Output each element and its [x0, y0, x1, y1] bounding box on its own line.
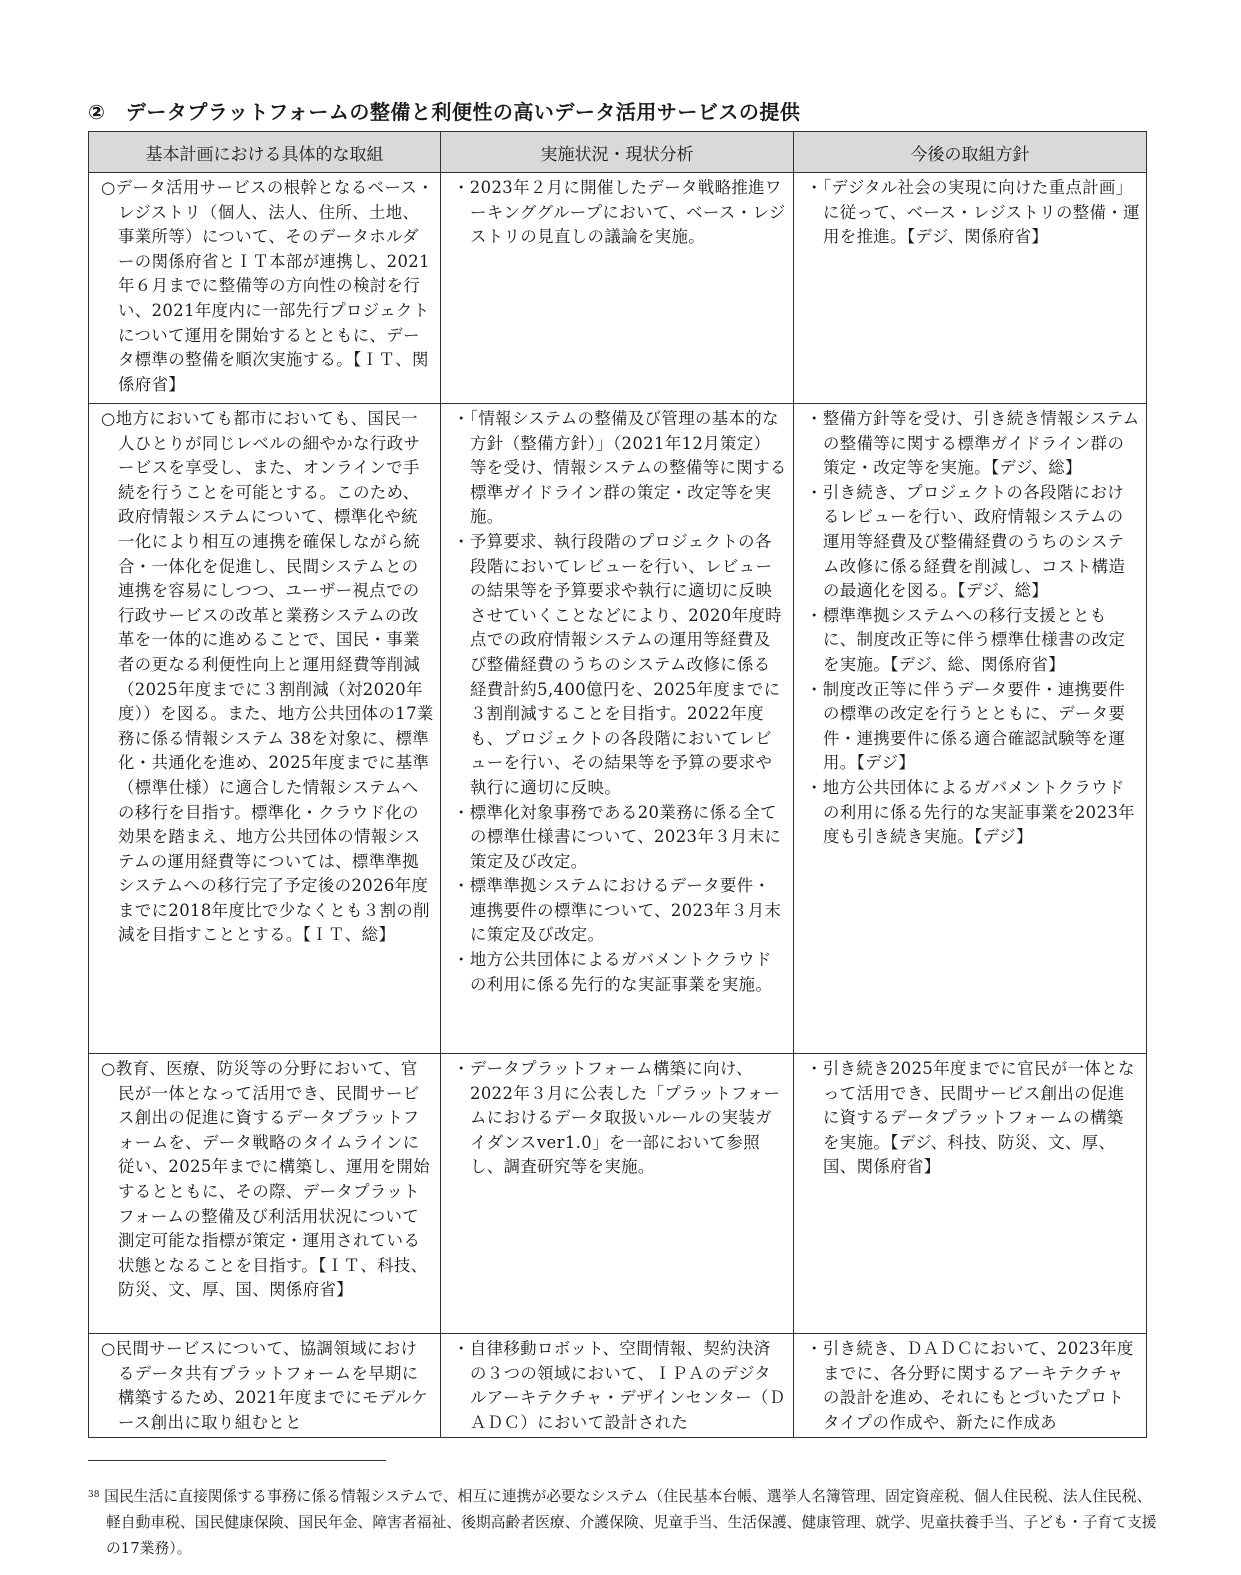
policy-item: ・引き続き2025年度までに官民が一体となって活用でき、民間サービス創出の促進に資するデータプラットフォームの構築を実施。【デジ、科技、防災、文、厚、国、関係府省】: [806, 1059, 1135, 1177]
table-row: [89, 1054, 1147, 1334]
plan-text: ○民間サービスについて、協調領域におけるデータ共有プラットフォームを早期に構築するため、2021年度までにモデルケース創出に取り組むとと: [101, 1339, 429, 1432]
status-item: ・2023年２月に開催したデータ戦略推進ワーキンググループにおいて、ベース・レジストリの見直しの議論を実施。: [453, 178, 786, 247]
footnote-text: 国民生活に直接関係する事務に係る情報システムで、相互に連携が必要なシステム（住民基本台帳、選挙人名簿管理、固定資産税、個人住民税、法人住民税、軽自動車税、国民健康保険、国民年金、障害者福祉、後期高齢者医療、介護保険、児童手当、生活保護、健康管理、就学、児童扶養手当、子ども・子育て支援の17業務）。: [104, 1488, 1157, 1557]
status-cell: [441, 173, 794, 404]
status-item: ・標準化対象事務である20業務に係る全ての標準仕様書について、2023年３月末に策定及び改定。: [453, 802, 782, 871]
policy-cell: [794, 173, 1147, 404]
policy-item: ・地方公共団体によるガバメントクラウドの利用に係る先行的な実証事業を2023年度も引き続き実施。【デジ】: [806, 777, 1135, 847]
status-item: ・「情報システムの整備及び管理の基本的な方針（整備方針）」（2021年12月策定）等を受け、情報システムの整備等に関する標準ガイドライン群の策定・改定等を実施。: [453, 409, 787, 527]
plan-cell: [89, 1054, 441, 1334]
footnote-separator: [88, 1460, 386, 1461]
plan-text: ○データ活用サービスの根幹となるベース・レジストリ（個人、法人、住所、土地、事業所等）について、そのデータホルダーの関係府省とＩＴ本部が連携し、2021年６月までに整備等の方向性の検討を行い、2021年度内に一部先行プロジェクトについて運用を開始するとともに、データ標準の整備を順次実施する。【ＩＴ、関係府省】: [101, 178, 434, 394]
table-row: [89, 404, 1147, 1054]
status-item: ・予算要求、執行段階のプロジェクトの各段階においてレビューを行い、レビューの結果等を予算要求や執行に適切に反映させていくことなどにより、2020年度時点での政府情報システムの運用等経費及び整備経費のうちのシステム改修に係る経費計約5,400億円を、2025年度までに３割削減することを目指す。2022年度も、プロジェクトの各段階においてレビューを行い、その結果等を予算の要求や執行に適切に反映。: [453, 531, 782, 797]
header-plan: 基本計画における具体的な取組: [89, 132, 441, 173]
status-item: ・地方公共団体によるガバメントクラウドの利用に係る先行的な実証事業を実施。: [453, 950, 773, 994]
policy-item: ・標準準拠システムへの移行支援とともに、制度改正等に伴う標準仕様書の改定を実施。【デジ、総、関係府省】: [806, 605, 1126, 674]
status-cell: [441, 1334, 794, 1438]
plan-cell: [89, 404, 441, 1054]
section-heading: ② データプラットフォームの整備と利便性の高いデータ活用サービスの提供: [88, 100, 801, 124]
header-status: 実施状況・現状分析: [441, 132, 794, 173]
policy-cell: [794, 404, 1147, 1054]
status-cell: [441, 404, 794, 1054]
table-row: [89, 173, 1147, 404]
plan-text: ○地方においても都市においても、国民一人ひとりが同じレベルの細やかな行政サービスを享受し、また、オンラインで手続を行うことを可能とする。このため、政府情報システムについて、標準化や統一化により相互の連携を確保しながら統合・一体化を促進し、民間システムとの連携を容易にしつつ、ユーザー視点での行政サービスの改革と業務システムの改革を一体的に進めることで、国民・事業者の更なる利便性向上と運用経費等削減（2025年度までに３割削減（対2020年度））を図る。また、地方公共団体の17業務に係る情報システム 38を対象に、標準化・共通化を進め、2025年度までに基準（標準仕様）に適合した情報システムへの移行を目指す。標準化・クラウド化の効果を踏まえ、地方公共団体の情報システムの運用経費等については、標準準拠システムへの移行完了予定後の2026年度までに2018年度比で少なくとも３割の削減を目指すこととする。【ＩＴ、総】: [101, 409, 434, 945]
initiatives-table: [88, 131, 1147, 1438]
policy-item: ・引き続き、ＤＡＤＣにおいて、2023年度までに、各分野に関するアーキテクチャの設計を進め、それにもとづいたプロトタイプの作成や、新たに作成あ: [806, 1339, 1134, 1432]
policy-item: ・制度改正等に伴うデータ要件・連携要件の標準の改定を行うとともに、データ要件・連携要件に係る適合確認試験等を運用。【デジ】: [806, 679, 1126, 773]
status-cell: [441, 1054, 794, 1334]
plan-cell: [89, 1334, 441, 1438]
policy-item: ・整備方針等を受け、引き続き情報システムの整備等に関する標準ガイドライン群の策定・改定等を実施。【デジ、総】: [806, 409, 1140, 478]
header-policy: 今後の取組方針: [794, 132, 1147, 173]
policy-cell: [794, 1054, 1147, 1334]
table-header-row: [89, 132, 1147, 173]
footnote-number: 38: [88, 1490, 100, 1500]
plan-text: ○教育、医療、防災等の分野において、官民が一体となって活用でき、民間サービス創出の促進に資するデータプラットフォームを、データ戦略のタイムラインに従い、2025年までに構築し、運用を開始するとともに、その際、データプラットフォームの整備及び利活用状況について測定可能な指標が策定・運用されている状態となることを目指す。【ＩＴ、科技、防災、文、厚、国、関係府省】: [101, 1059, 430, 1300]
table-row: [89, 1334, 1147, 1438]
status-item: ・自律移動ロボット、空間情報、契約決済の３つの領域において、ＩＰＡのデジタルアーキテクチャ・デザインセンター（ＤＡＤＣ）において設計された: [453, 1339, 786, 1432]
status-item: ・データプラットフォーム構築に向け、2022年３月に公表した「プラットフォームにおけるデータ取扱いルールの実装ガイダンスver1.0」を一部において参照し、調査研究等を実施。: [453, 1059, 781, 1177]
policy-cell: [794, 1334, 1147, 1438]
plan-cell: [89, 173, 441, 404]
footnote: [88, 1484, 1158, 1562]
policy-item: ・引き続き、プロジェクトの各段階におけるレビューを行い、政府情報システムの運用等経費及び整備経費のうちのシステム改修に係る経費を削減し、コスト構造の最適化を図る。【デジ、総】: [806, 482, 1126, 601]
status-item: ・標準準拠システムにおけるデータ要件・連携要件の標準について、2023年３月末に策定及び改定。: [453, 876, 782, 945]
policy-item: ・「デジタル社会の実現に向けた重点計画」に従って、ベース・レジストリの整備・運用を推進。【デジ、関係府省】: [806, 178, 1140, 247]
